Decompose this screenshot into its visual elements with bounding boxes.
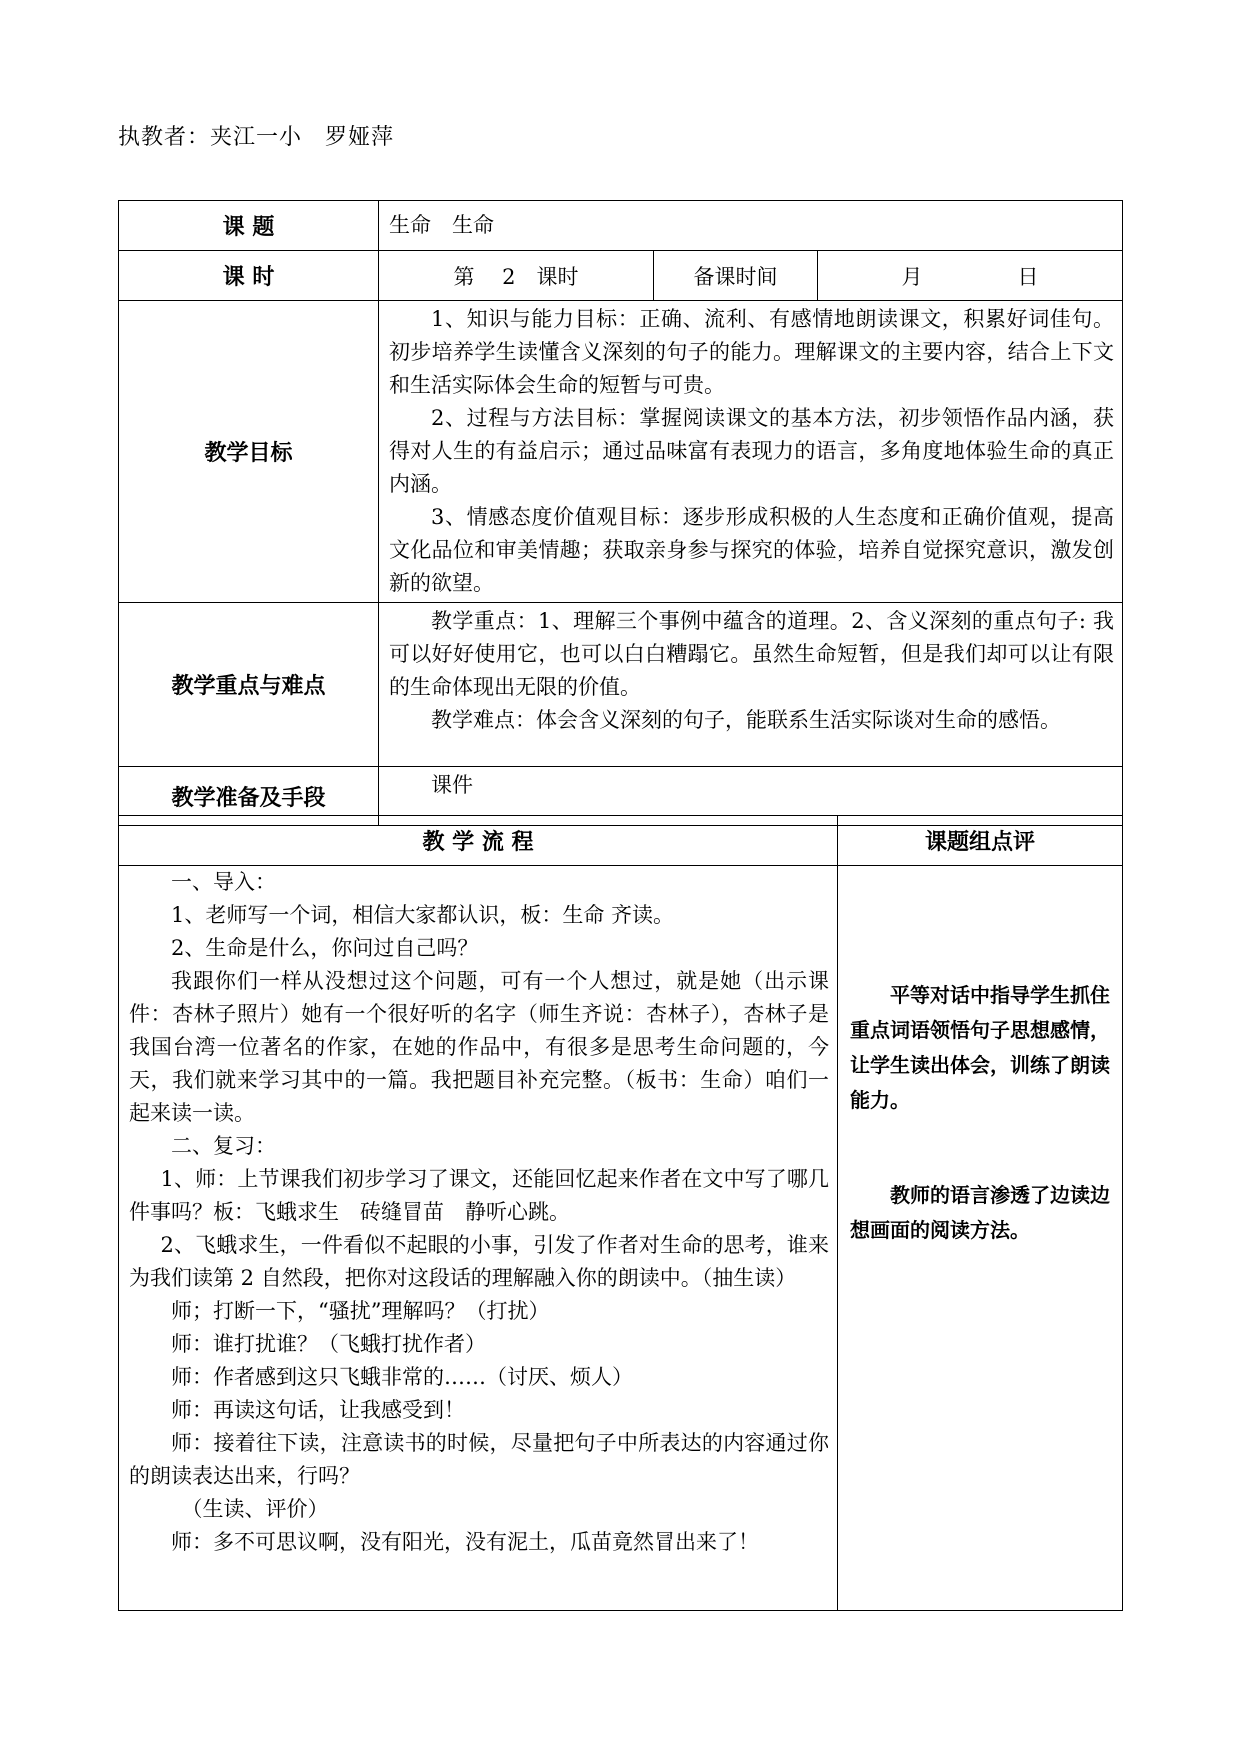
process-para: 2、生命是什么，你问过自己吗？ [171,936,479,960]
period-label: 课 时 [119,251,379,301]
process-para: 二、复习： [171,1134,276,1158]
title-label: 课 题 [119,201,379,251]
comment-2: 教师的语言渗透了边读边想画面的阅读方法。 [850,1183,1110,1242]
period-value: 第 2 课时 [379,251,654,301]
objective-1: 1、知识与能力目标：正确、流利、有感情地朗读课文，积累好词佳句。初步培养学生读懂含义深刻的句子的能力。理解课文的主要内容，结合上下文和生活实际体会生命的短暂与可贵。 [389,307,1115,397]
keypoint-difficulty: 教学难点：体会含义深刻的句子，能联系生活实际谈对生命的感悟。 [431,708,1061,732]
process-para: 师：谁打扰谁？（飞蛾打扰作者） [171,1332,486,1356]
process-para: 师；打断一下，“骚扰”理解吗？（打扰） [171,1299,550,1323]
title-value: 生命 生命 [379,201,1123,251]
process-para: 师：多不可思议啊，没有阳光，没有泥土，瓜苗竟然冒出来了！ [171,1530,759,1554]
prep-date [818,251,1123,301]
process-para: 师：作者感到这只飞蛾非常的……（讨厌、烦人） [171,1365,633,1389]
teaching-process-table [118,815,1123,1611]
process-para: （生读、评价） [181,1497,329,1521]
objective-2: 2、过程与方法目标：掌握阅读课文的基本方法，初步领悟作品内涵，获得对人生的有益启示；通过品味富有表现力的语言，多角度地体验生命的真正内涵。 [389,406,1115,496]
process-content [119,866,838,1611]
comment-content [838,866,1123,1611]
keypoint-focus: 教学重点：1、理解三个事例中蕴含的道理。2、含义深刻的重点句子: 我可以好好使用它，也可以白白糟蹋它。虽然生命短暂，但是我们却可以让有限的生命体现出无限的价值。 [389,609,1115,699]
process-para: 1、师：上节课我们初步学习了课文，还能回忆起来作者在文中写了哪几件事吗？板：飞蛾求生 砖缝冒苗 静听心跳。 [129,1167,829,1224]
prep-day: 日 [1017,264,1039,289]
objectives-label: 教学目标 [119,301,379,603]
process-para: 师：接着往下读，注意读书的时候，尽量把句子中所表达的内容通过你的朗读表达出来，行吗？ [129,1431,829,1488]
process-header: 教 学 流 程 [119,816,838,866]
comment-1: 平等对话中指导学生抓住重点词语领悟句子思想感情，让学生读出体会，训练了朗读能力。 [850,983,1110,1112]
keypoints-label: 教学重点与难点 [119,603,379,767]
objectives-content [379,301,1123,603]
keypoints-content [379,603,1123,767]
prep-means-value: 课件 [379,767,1123,826]
process-para: 一、导入： [171,870,276,894]
prep-month: 月 [901,264,923,289]
objective-3: 3、情感态度价值观目标：逐步形成积极的人生态度和正确价值观，提高文化品位和审美情趣；获取亲身参与探究的体验，培养自觉探究意识，激发创新的欲望。 [389,505,1115,595]
prep-time-label: 备课时间 [654,251,818,301]
process-para: 1、老师写一个词，相信大家都认识，板：生命 齐读。 [171,903,675,927]
process-para: 师：再读这句话，让我感受到！ [171,1398,465,1422]
author-line: 执教者：夹江一小 罗娅萍 [118,125,395,150]
comment-header: 课题组点评 [838,816,1123,866]
lesson-info-table [118,200,1123,826]
process-para: 我跟你们一样从没想过这个问题，可有一个人想过，就是她（出示课件：杏林子照片）她有一个很好听的名字（师生齐说：杏林子），杏林子是我国台湾一位著名的作家，在她的作品中，有很多是思考生命问题的，今天，我们就来学习其中的一篇。我把题目补充完整。（板书：生命）咱们一起来读一读。 [129,969,829,1125]
process-para: 2、飞蛾求生，一件看似不起眼的小事，引发了作者对生命的思考，谁来为我们读第 2 自然段，把你对这段话的理解融入你的朗读中。（抽生读） [129,1233,829,1290]
prep-means-label: 教学准备及手段 [119,767,379,826]
